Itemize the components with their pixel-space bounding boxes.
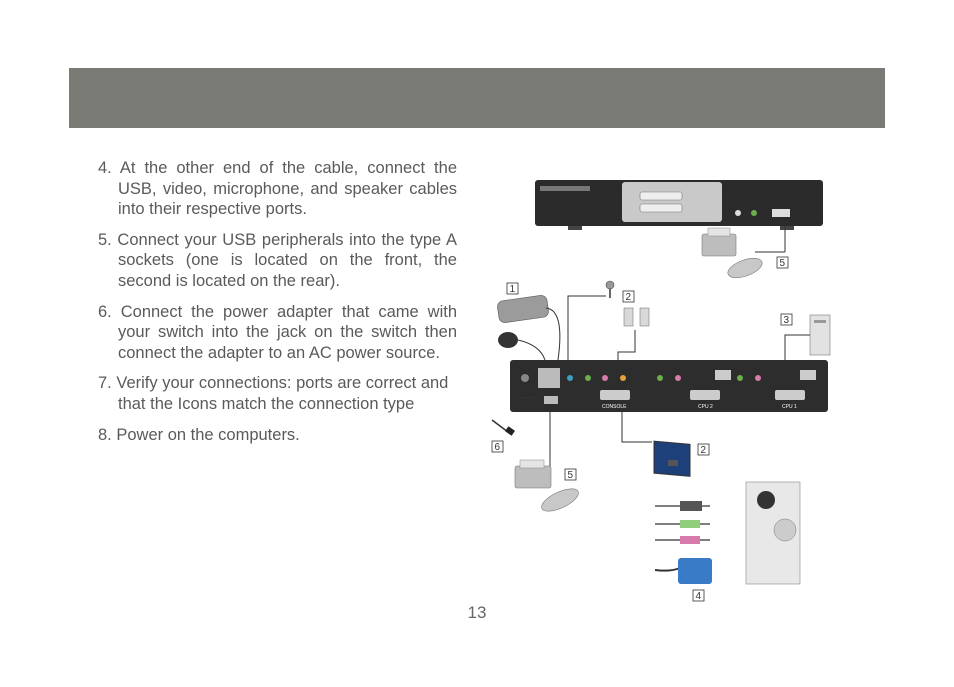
- step-5: 5. Connect your USB peripherals into the type A sockets (one is located on the front, the second is located on the rear).: [98, 230, 457, 290]
- mic-speakers: [568, 281, 649, 360]
- page-number: 13: [467, 603, 487, 622]
- keyboard-mouse: [497, 295, 560, 360]
- callout-monitor: 2: [700, 445, 707, 456]
- step-7: 7. Verify your connections: ports are correct and that the Icons match the connection type: [98, 374, 449, 413]
- instruction-list: [98, 158, 457, 455]
- rear-usb-devices: [515, 412, 582, 516]
- callout-mic-speakers: 2: [625, 292, 632, 303]
- callout-cables: 4: [695, 591, 702, 602]
- step-8: 8. Power on the computers.: [98, 425, 300, 444]
- front-usb-printer: [702, 226, 785, 282]
- kvm-rear-view: [510, 360, 828, 412]
- callout-computer: 3: [783, 315, 790, 326]
- step-6: 6. Connect the power adapter that came with your switch into the jack on the switch then connect the adapter to an AC power source.: [98, 302, 457, 362]
- rear-label-cpu2: CPU 2: [698, 404, 713, 410]
- computer-rear-cables: [655, 482, 800, 584]
- callout-rear-usb: 5: [567, 470, 574, 481]
- step-4: 4. At the other end of the cable, connect the USB, video, microphone, and speaker cables into their respective ports.: [98, 159, 457, 219]
- callout-keyboard-mouse: 1: [509, 284, 516, 295]
- rear-label-cpu1: CPU 1: [782, 404, 797, 410]
- connection-diagram: [480, 170, 840, 605]
- kvm-front-view: [535, 180, 823, 230]
- rear-label-console: CONSOLE: [602, 404, 627, 410]
- callout-front-usb: 5: [779, 258, 786, 269]
- monitor: [622, 412, 690, 476]
- header-bar: [69, 68, 885, 128]
- callout-power: 6: [494, 442, 501, 453]
